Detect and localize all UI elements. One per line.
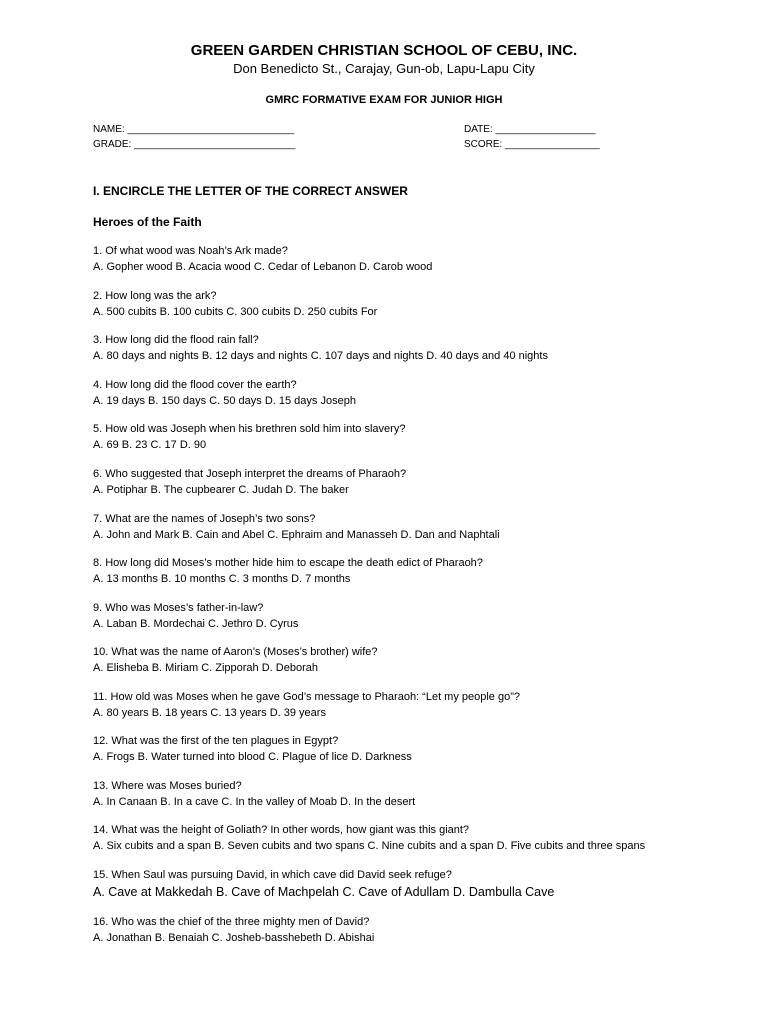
question-text: 1. Of what wood was Noah’s Ark made?	[93, 245, 288, 257]
question-text: 3. How long did the flood rain fall?	[93, 334, 259, 346]
answer-options: A. 80 years B. 18 years C. 13 years D. 39 years	[93, 706, 326, 719]
question-text: 13. Where was Moses buried?	[93, 780, 242, 792]
question-text: 5. How old was Joseph when his brethren sold him into slavery?	[93, 423, 406, 435]
answer-options: A. Frogs B. Water turned into blood C. Plague of lice D. Darkness	[93, 750, 412, 763]
answer-options: A. 80 days and nights B. 12 days and nights C. 107 days and nights D. 40 days and 40 nights	[93, 349, 548, 362]
question-text: 9. Who was Moses’s father-in-law?	[93, 602, 264, 614]
school-address: Don Benedicto St., Carajay, Gun-ob, Lapu-Lapu City	[233, 61, 535, 76]
question-text: 11. How old was Moses when he gave God’s message to Pharaoh: “Let my people go”?	[93, 691, 521, 703]
question-item	[93, 601, 753, 632]
question-text: 15. When Saul was pursuing David, in which cave did David seek refuge?	[93, 869, 452, 881]
question-item	[93, 289, 753, 320]
subheading: Heroes of the Faith	[93, 215, 202, 229]
answer-options: A. Six cubits and a span B. Seven cubits and two spans C. Nine cubits and a span D. Five cubits and three spans	[93, 839, 646, 852]
answer-options: A. John and Mark B. Cain and Abel C. Ephraim and Manasseh D. Dan and Naphtali	[93, 528, 500, 541]
answer-options: A. 500 cubits B. 100 cubits C. 300 cubits D. 250 cubits For	[93, 305, 378, 318]
question-item	[93, 868, 753, 901]
answer-options: A. Jonathan B. Benaiah C. Josheb-basshebeth D. Abishai	[93, 931, 375, 944]
question-item	[93, 645, 753, 676]
question-item	[93, 244, 753, 275]
question-item	[93, 779, 753, 810]
answer-options: A. Potiphar B. The cupbearer C. Judah D. The baker	[93, 483, 349, 496]
question-item	[93, 690, 753, 721]
exam-title: GMRC FORMATIVE EXAM FOR JUNIOR HIGH	[265, 94, 503, 106]
grade-field: GRADE: _____________________________	[93, 139, 296, 150]
answer-options: A. Gopher wood B. Acacia wood C. Cedar of Lebanon D. Carob wood	[93, 260, 433, 273]
answer-options: A. Laban B. Mordechai C. Jethro D. Cyrus	[93, 617, 299, 630]
question-item	[93, 422, 753, 453]
school-name: GREEN GARDEN CHRISTIAN SCHOOL OF CEBU, INC.	[190, 42, 578, 59]
question-text: 10. What was the name of Aaron’s (Moses’s brother) wife?	[93, 646, 378, 658]
score-field: SCORE: _________________	[464, 139, 600, 150]
question-text: 6. Who suggested that Joseph interpret the dreams of Pharaoh?	[93, 468, 407, 480]
answer-options: A. 19 days B. 150 days C. 50 days D. 15 days Joseph	[93, 394, 356, 407]
question-item	[93, 734, 753, 765]
question-item	[93, 915, 753, 946]
question-item	[93, 556, 753, 587]
section-heading: I. ENCIRCLE THE LETTER OF THE CORRECT ANSWER	[93, 184, 408, 198]
answer-options: A. 69 B. 23 C. 17 D. 90	[93, 438, 207, 451]
question-item	[93, 467, 753, 498]
answer-options: A. In Canaan B. In a cave C. In the valley of Moab D. In the desert	[93, 795, 416, 808]
question-text: 4. How long did the flood cover the earth?	[93, 379, 297, 391]
question-text: 16. Who was the chief of the three mighty men of David?	[93, 916, 370, 928]
name-field: NAME: ______________________________	[93, 124, 295, 135]
question-item	[93, 333, 753, 364]
question-text: 8. How long did Moses’s mother hide him to escape the death edict of Pharaoh?	[93, 557, 483, 569]
question-text: 7. What are the names of Joseph’s two sons?	[93, 513, 316, 525]
answer-options: A. Elisheba B. Miriam C. Zipporah D. Deborah	[93, 661, 318, 674]
answer-options: A. 13 months B. 10 months C. 3 months D. 7 months	[93, 572, 351, 585]
question-text: 2. How long was the ark?	[93, 290, 217, 302]
question-text: 14. What was the height of Goliath? In other words, how giant was this giant?	[93, 824, 470, 836]
date-field: DATE: __________________	[464, 124, 596, 135]
question-item	[93, 512, 753, 543]
answer-options: A. Cave at Makkedah B. Cave of Machpelah C. Cave of Adullam D. Dambulla Cave	[93, 884, 555, 899]
question-item	[93, 378, 753, 409]
question-item	[93, 823, 753, 854]
question-text: 12. What was the first of the ten plagues in Egypt?	[93, 735, 339, 747]
